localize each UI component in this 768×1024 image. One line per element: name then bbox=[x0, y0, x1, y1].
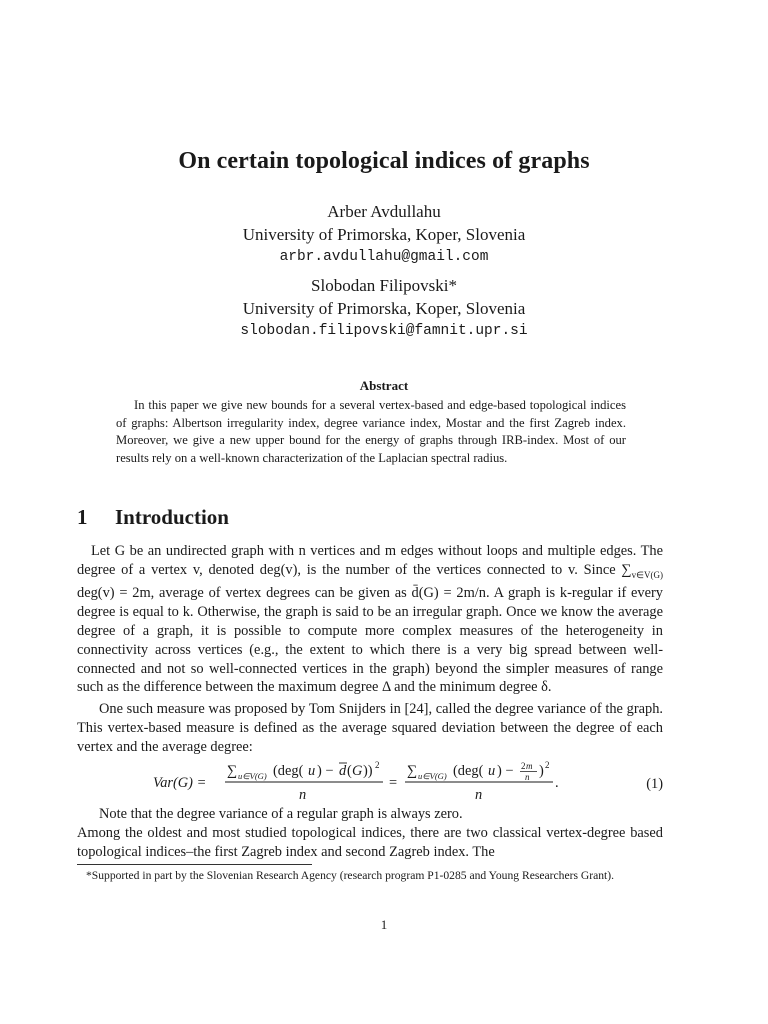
page-number: 1 bbox=[380, 917, 388, 932]
author-block-1 bbox=[0, 200, 768, 269]
equation-graphic bbox=[77, 758, 663, 804]
svg-text:=: = bbox=[389, 775, 398, 791]
paragraph-degree-variance: One such measure was proposed by Tom Snijders in [24], called the degree variance of the graph. This vertex-based measure is defined as the average squared deviation between the degree of each vertex and the average degree: bbox=[77, 701, 663, 755]
svg-text:∑: ∑ bbox=[407, 763, 418, 779]
paragraph-zagreb: Among the oldest and most studied topological indices, there are two classical vertex-degree based topological indices–the first Zagreb index and second Zagreb index. The bbox=[77, 825, 663, 860]
author-email[interactable]: slobodan.filipovski@famnit.upr.si bbox=[240, 323, 528, 339]
abstract-heading: Abstract bbox=[359, 378, 409, 393]
paragraph-text: deg(v) = 2m, average of vertex degrees can be given as d̄(G) = 2m/n. bbox=[77, 585, 490, 602]
svg-text:n: n bbox=[525, 772, 530, 782]
author-name: Slobodan Filipovski* bbox=[311, 276, 457, 295]
svg-text:(deg(: (deg( bbox=[273, 763, 304, 779]
svg-text:) −: ) − bbox=[497, 763, 514, 779]
section-heading bbox=[77, 505, 229, 530]
svg-text:) −: ) − bbox=[317, 763, 334, 779]
svg-text:u∈V(G): u∈V(G) bbox=[238, 771, 267, 781]
svg-text:u: u bbox=[308, 763, 316, 779]
svg-text:)): )) bbox=[363, 763, 373, 779]
author-affiliation: University of Primorska, Koper, Slovenia bbox=[242, 299, 526, 318]
svg-text:2: 2 bbox=[545, 760, 550, 770]
section-title: Introduction bbox=[115, 505, 229, 529]
svg-text:∑: ∑ bbox=[227, 763, 238, 779]
svg-text:2: 2 bbox=[521, 761, 526, 771]
svg-text:(deg(: (deg( bbox=[453, 763, 484, 779]
svg-text:2: 2 bbox=[375, 760, 380, 770]
svg-text:.: . bbox=[555, 775, 559, 791]
paragraph-intro bbox=[77, 542, 663, 697]
author-block-2 bbox=[0, 274, 768, 343]
sum-subscript: v∈V(G) bbox=[631, 569, 663, 580]
svg-text:n: n bbox=[475, 787, 483, 803]
section-number: 1 bbox=[77, 505, 88, 529]
equation-1 bbox=[77, 758, 663, 804]
svg-text:G: G bbox=[352, 763, 363, 779]
svg-text:d: d bbox=[339, 763, 347, 779]
svg-text:u: u bbox=[488, 763, 496, 779]
equation-number: (1) bbox=[646, 776, 663, 792]
paragraph-text: A graph is k-regular if every degree is equal to k. Otherwise, the graph is said to be an irregular graph. Once we know the average degree of a graph, it is possible to compute more complex measures of the heterogeneity in connectivity across vertices (e.g., the extent to which there is a very big spread between well-connected and not so well-connected vertices in the graph) beyond the simpler measures of range such as the difference between the maximum degree Δ and the minimum degree δ. bbox=[77, 585, 663, 696]
svg-text:u∈V(G): u∈V(G) bbox=[418, 771, 447, 781]
paragraph-note: Note that the degree variance of a regular graph is always zero. bbox=[99, 806, 463, 822]
svg-text:n: n bbox=[299, 787, 307, 803]
footnote: *Supported in part by the Slovenian Research Agency (research program P1-0285 and Young Researchers Grant). bbox=[86, 869, 615, 882]
paper-title: On certain topological indices of graphs bbox=[178, 148, 590, 174]
svg-text:): ) bbox=[539, 763, 544, 779]
author-affiliation: University of Primorska, Koper, Slovenia bbox=[242, 225, 526, 244]
eq-lhs: Var(G) = bbox=[153, 775, 207, 791]
footnote-rule bbox=[77, 864, 312, 865]
abstract-text: In this paper we give new bounds for a several vertex-based and edge-based topological indices of graphs: Albertson irregularity index, degree variance index, Mostar and the first Zagreb index. Moreover, we give a new upper bound for the energy of graphs through IRB-index. Most of our results rely on a well-known characterization of the Laplacian spectral radius. bbox=[116, 398, 626, 465]
author-email[interactable]: arbr.avdullahu@gmail.com bbox=[279, 249, 489, 265]
paragraph-text: Let G be an undirected graph with n vertices and m edges without loops and multiple edges. The degree of a vertex v, denoted deg(v), is the number of the vertices connected to v. Since ∑ bbox=[77, 543, 663, 578]
author-name: Arber Avdullahu bbox=[327, 202, 441, 221]
svg-text:m: m bbox=[526, 761, 533, 771]
svg-text:(: ( bbox=[347, 763, 352, 779]
